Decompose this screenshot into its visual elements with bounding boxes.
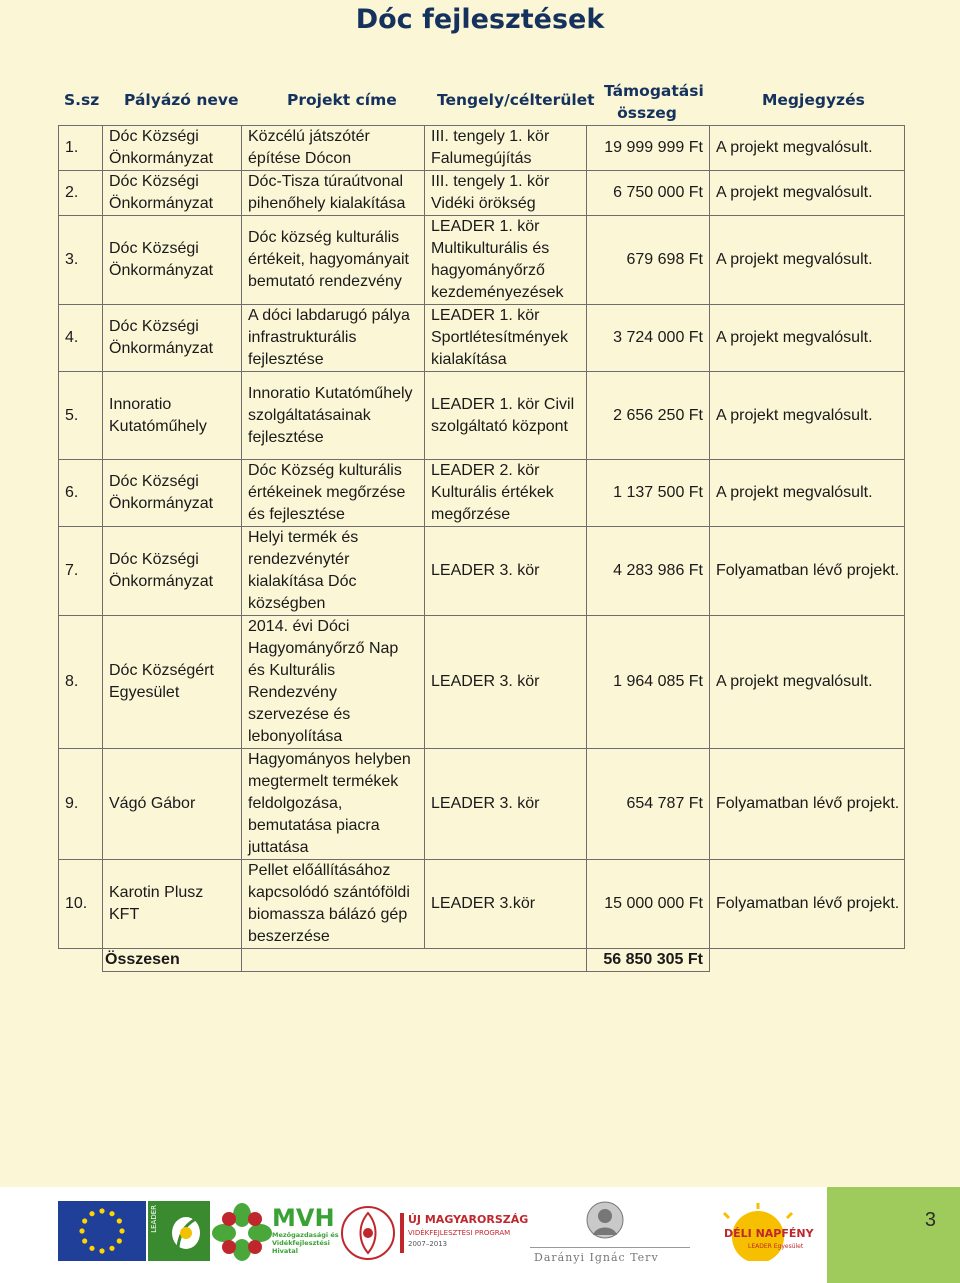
eu-flag-icon: [58, 1201, 146, 1261]
deli-napfeny-logo: [694, 1203, 822, 1261]
row-amount: 1 964 085 Ft: [587, 616, 710, 749]
daranyi-line: [530, 1247, 690, 1248]
ornament-icon: [338, 1203, 398, 1263]
projects-table: [58, 125, 905, 972]
table-row: [59, 171, 905, 216]
row-project: Dóc község kulturális értékeit, hagyományait bemutató rendezvény: [242, 216, 425, 305]
table-row: [59, 527, 905, 616]
eu-star-icon: [109, 1211, 114, 1216]
row-number: 5.: [59, 372, 103, 460]
table-row: [59, 616, 905, 749]
mvh-logo: [272, 1205, 342, 1263]
header-amount: [604, 80, 704, 124]
eu-star-icon: [117, 1238, 122, 1243]
row-amount: 1 137 500 Ft: [587, 460, 710, 527]
total-row: [59, 949, 905, 972]
eu-star-icon: [79, 1228, 84, 1233]
row-note: Folyamatban lévő projekt.: [710, 527, 905, 616]
eu-star-icon: [99, 1208, 104, 1213]
daranyi-text: Darányi Ignác Terv: [534, 1251, 659, 1264]
flower-logo-icon: [212, 1203, 272, 1261]
mvh-sub3: Hivatal: [272, 1247, 299, 1255]
row-number: 4.: [59, 305, 103, 372]
row-axis: LEADER 3.kör: [425, 860, 587, 949]
row-note: A projekt megvalósult.: [710, 616, 905, 749]
table-row: [59, 126, 905, 171]
table-row: [59, 749, 905, 860]
total-blank-right: [710, 949, 905, 972]
eu-star-icon: [89, 1246, 94, 1251]
row-amount: 3 724 000 Ft: [587, 305, 710, 372]
row-axis: LEADER 3. kör: [425, 616, 587, 749]
leader-logo-text: LEADER: [150, 1205, 158, 1233]
umvp-years: 2007–2013: [408, 1240, 448, 1248]
eu-star-icon: [82, 1218, 87, 1223]
row-project: Dóc-Tisza túraútvonal pihenőhely kialakítása: [242, 171, 425, 216]
header-ssz: S.sz: [64, 91, 100, 109]
row-project: Innoratio Kutatóműhely szolgáltatásainak fejlesztése: [242, 372, 425, 460]
row-project: A dóci labdarugó pálya infrastrukturális fejlesztése: [242, 305, 425, 372]
row-axis: LEADER 3. kör: [425, 749, 587, 860]
deli-title: DÉLI NAPFÉNY: [724, 1227, 814, 1240]
eu-star-icon: [99, 1248, 104, 1253]
row-applicant: Dóc Községi Önkormányzat: [103, 126, 242, 171]
page-title: Dóc fejlesztések: [355, 4, 605, 35]
row-project: Hagyományos helyben megtermelt termékek feldolgozása, bemutatása piacra juttatása: [242, 749, 425, 860]
leaf-icon: [162, 1207, 206, 1255]
row-note: Folyamatban lévő projekt.: [710, 749, 905, 860]
header-note: Megjegyzés: [762, 91, 865, 109]
row-applicant: Dóc Községi Önkormányzat: [103, 460, 242, 527]
row-axis: LEADER 1. kör Civil szolgáltató központ: [425, 372, 587, 460]
eu-star-icon: [119, 1228, 124, 1233]
row-number: 8.: [59, 616, 103, 749]
header-axis: Tengely/célterület: [437, 91, 595, 109]
row-applicant: Dóc Községért Egyesület: [103, 616, 242, 749]
table-header: [58, 80, 904, 124]
header-project: Projekt címe: [287, 91, 397, 109]
umvp-title: ÚJ MAGYARORSZÁG: [408, 1213, 529, 1226]
total-spacer: [242, 949, 587, 972]
row-amount: 2 656 250 Ft: [587, 372, 710, 460]
eu-star-icon: [89, 1211, 94, 1216]
header-amount-line2: összeg: [617, 104, 677, 122]
row-axis: LEADER 2. kör Kulturális értékek megőrzése: [425, 460, 587, 527]
row-number: 1.: [59, 126, 103, 171]
table-row: [59, 305, 905, 372]
row-project: Dóc Község kulturális értékeinek megőrzése és fejlesztése: [242, 460, 425, 527]
umvp-sub: VIDÉKFEJLESZTÉSI PROGRAM: [408, 1229, 511, 1237]
leader-logo: [148, 1201, 210, 1261]
total-blank: [59, 949, 103, 972]
row-applicant: Dóc Községi Önkormányzat: [103, 171, 242, 216]
row-applicant: Dóc Községi Önkormányzat: [103, 527, 242, 616]
deli-sub: LEADER Egyesület: [748, 1243, 804, 1250]
row-amount: 15 000 000 Ft: [587, 860, 710, 949]
footer: [0, 1187, 960, 1283]
row-project: Közcélú játszótér építése Dócon: [242, 126, 425, 171]
total-label: Összesen: [103, 949, 242, 972]
row-applicant: Dóc Községi Önkormányzat: [103, 216, 242, 305]
row-note: A projekt megvalósult.: [710, 126, 905, 171]
eu-star-icon: [109, 1246, 114, 1251]
row-applicant: Innoratio Kutatóműhely: [103, 372, 242, 460]
row-amount: 4 283 986 Ft: [587, 527, 710, 616]
row-applicant: Vágó Gábor: [103, 749, 242, 860]
footer-green-band: [827, 1187, 960, 1283]
row-applicant: Karotin Plusz KFT: [103, 860, 242, 949]
eu-star-icon: [82, 1238, 87, 1243]
daranyi-logo: [530, 1199, 690, 1271]
row-applicant: Dóc Községi Önkormányzat: [103, 305, 242, 372]
portrait-icon: [586, 1201, 624, 1243]
row-amount: 6 750 000 Ft: [587, 171, 710, 216]
page-number: 3: [924, 1209, 936, 1231]
row-axis: LEADER 1. kör Multikulturális és hagyományőrző kezdeményezések: [425, 216, 587, 305]
umvp-logo: [400, 1209, 530, 1259]
table-row: [59, 860, 905, 949]
table-row: [59, 460, 905, 527]
row-number: 9.: [59, 749, 103, 860]
row-axis: LEADER 3. kör: [425, 527, 587, 616]
header-applicant: Pályázó neve: [124, 91, 239, 109]
mvh-title: MVH: [272, 1204, 335, 1232]
header-amount-line1: Támogatási: [604, 82, 704, 100]
row-number: 2.: [59, 171, 103, 216]
row-number: 10.: [59, 860, 103, 949]
row-number: 3.: [59, 216, 103, 305]
table-row: [59, 216, 905, 305]
mvh-sub1: Mezőgazdasági és: [272, 1231, 339, 1239]
row-amount: 654 787 Ft: [587, 749, 710, 860]
mvh-sub2: Vidékfejlesztési: [272, 1239, 330, 1247]
row-note: A projekt megvalósult.: [710, 372, 905, 460]
row-note: A projekt megvalósult.: [710, 305, 905, 372]
umvp-bar: [400, 1213, 404, 1253]
total-amount: 56 850 305 Ft: [587, 949, 710, 972]
row-note: A projekt megvalósult.: [710, 171, 905, 216]
eu-star-icon: [117, 1218, 122, 1223]
row-note: A projekt megvalósult.: [710, 216, 905, 305]
row-amount: 19 999 999 Ft: [587, 126, 710, 171]
row-number: 7.: [59, 527, 103, 616]
row-axis: LEADER 1. kör Sportlétesítmények kialakítása: [425, 305, 587, 372]
row-project: 2014. évi Dóci Hagyományőrző Nap és Kulturális Rendezvény szervezése és lebonyolítása: [242, 616, 425, 749]
row-project: Pellet előállításához kapcsolódó szántóföldi biomassza bálázó gép beszerzése: [242, 860, 425, 949]
row-project: Helyi termék és rendezvénytér kialakítása Dóc községben: [242, 527, 425, 616]
row-note: A projekt megvalósult.: [710, 460, 905, 527]
row-number: 6.: [59, 460, 103, 527]
table-row: [59, 372, 905, 460]
row-note: Folyamatban lévő projekt.: [710, 860, 905, 949]
row-axis: III. tengely 1. kör Vidéki örökség: [425, 171, 587, 216]
row-axis: III. tengely 1. kör Falumegújítás: [425, 126, 587, 171]
row-amount: 679 698 Ft: [587, 216, 710, 305]
